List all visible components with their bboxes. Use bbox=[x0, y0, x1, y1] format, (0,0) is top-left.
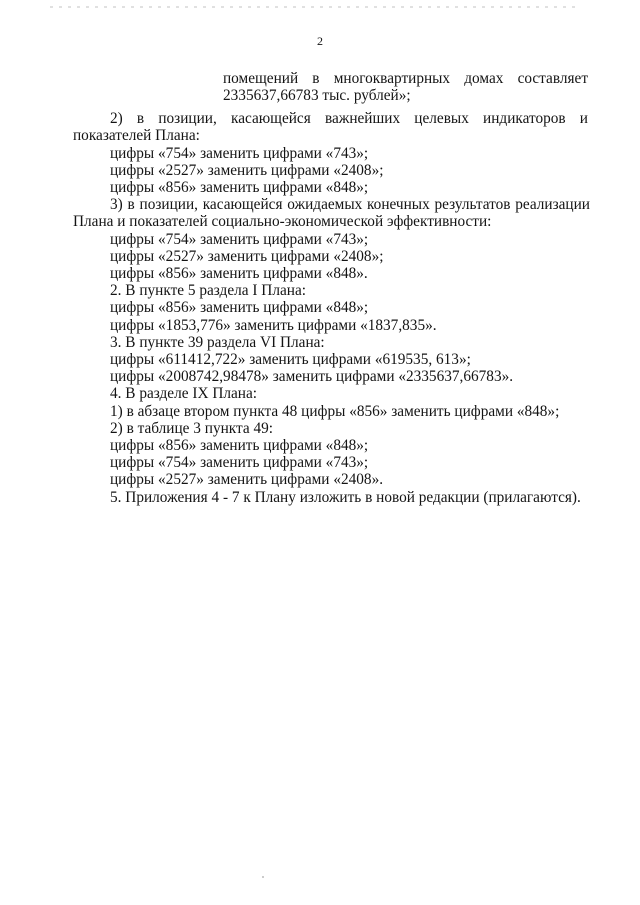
text-line: 4. В разделе IX Плана: bbox=[110, 385, 258, 402]
text-line: 2. В пункте 5 раздела I Плана: bbox=[110, 282, 306, 299]
text-line: цифры «611412,722» заменить цифрами «619535, 613»; bbox=[110, 351, 471, 368]
text-line: 2) в позиции, касающейся важнейших целевых индикаторов и bbox=[110, 110, 588, 127]
text-line: цифры «856» заменить цифрами «848»; bbox=[110, 179, 369, 196]
text-line: цифры «754» заменить цифрами «743»; bbox=[110, 454, 369, 471]
scan-edge-noise bbox=[50, 6, 580, 8]
text-line: 3. В пункте 39 раздела VI Плана: bbox=[110, 334, 325, 351]
text-line: цифры «2527» заменить цифрами «2408»; bbox=[110, 248, 384, 265]
text-line: 1) в абзаце втором пункта 48 цифры «856» заменить цифрами «848»; bbox=[110, 403, 560, 420]
text-line: Плана и показателей социально-экономической эффективности: bbox=[73, 213, 492, 230]
text-line: 2335637,66783 тыс. рублей»; bbox=[223, 87, 411, 104]
text-line: 2) в таблице 3 пункта 49: bbox=[110, 420, 274, 437]
text-line: цифры «856» заменить цифрами «848». bbox=[110, 265, 368, 282]
text-line: цифры «2008742,98478» заменить цифрами «2335637,66783». bbox=[110, 368, 514, 385]
text-line: показателей Плана: bbox=[73, 127, 200, 144]
scan-speck bbox=[262, 876, 264, 878]
text-line: помещений в многоквартирных домах составляет bbox=[223, 70, 588, 87]
text-line: цифры «754» заменить цифрами «743»; bbox=[110, 145, 369, 162]
text-line: цифры «2527» заменить цифрами «2408»; bbox=[110, 162, 384, 179]
text-line: 5. Приложения 4 - 7 к Плану изложить в новой редакции (прилагаются). bbox=[110, 489, 581, 506]
text-line: цифры «2527» заменить цифрами «2408». bbox=[110, 471, 384, 488]
text-line: цифры «856» заменить цифрами «848»; bbox=[110, 299, 369, 316]
text-line: 3) в позиции, касающейся ожидаемых конечных результатов реализации bbox=[110, 196, 590, 213]
page-number: 2 bbox=[317, 34, 323, 48]
text-line: цифры «1853,776» заменить цифрами «1837,835». bbox=[110, 317, 437, 334]
text-line: цифры «856» заменить цифрами «848»; bbox=[110, 437, 369, 454]
text-line: цифры «754» заменить цифрами «743»; bbox=[110, 231, 369, 248]
